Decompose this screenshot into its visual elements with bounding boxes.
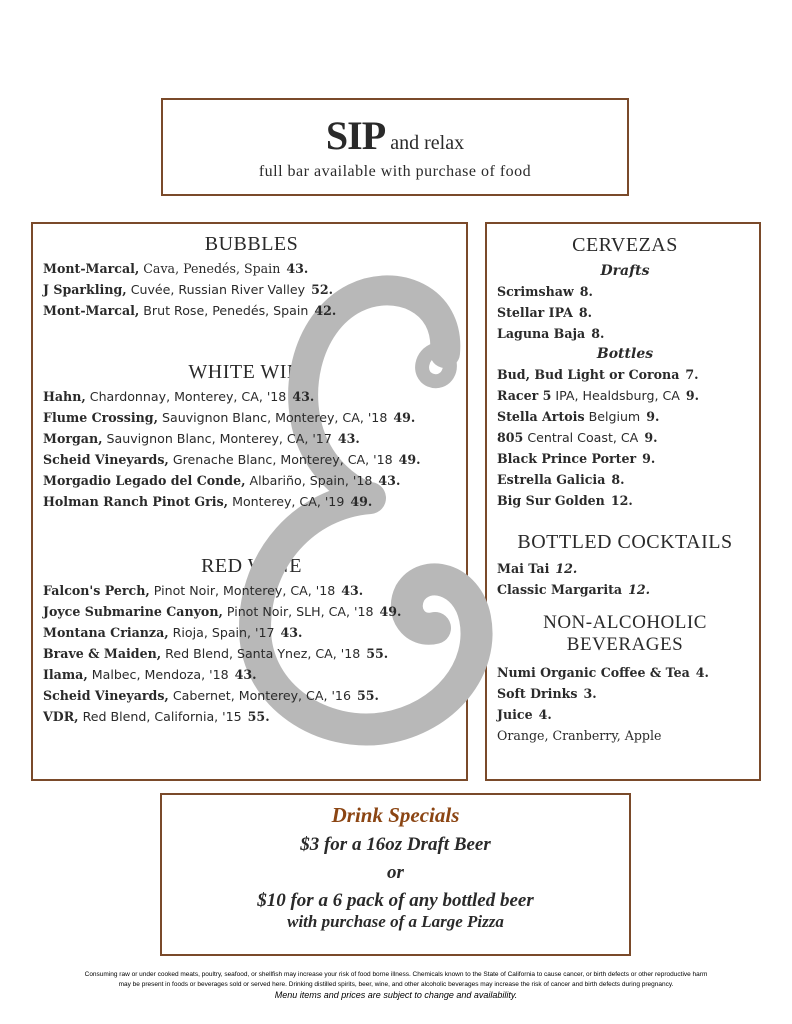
list-item: 805 Central Coast, CA 9. [497, 430, 658, 445]
list-item: Joyce Submarine Canyon, Pinot Noir, SLH, CA, '18 49. [43, 604, 402, 619]
list-item: Morgan, Sauvignon Blanc, Monterey, CA, '17 43. [43, 431, 360, 446]
list-item: Scheid Vineyards, Cabernet, Monterey, CA, '16 55. [43, 688, 379, 703]
list-item: Mont-Marcal, Cava, Penedés, Spain 43. [43, 261, 309, 276]
list-item: Brave & Maiden, Red Blend, Santa Ynez, CA, '18 55. [43, 646, 389, 661]
list-item: Black Prince Porter 9. [497, 451, 656, 466]
red-wine-title: RED WINE [201, 555, 302, 577]
and-relax-title: and relax [390, 132, 465, 154]
list-item: VDR, Red Blend, California, '15 55. [43, 709, 270, 724]
wine-list-box [31, 222, 468, 781]
specials-line-2: $10 for a 6 pack of any bottled beer [257, 890, 534, 911]
drink-specials-box [160, 793, 631, 956]
list-item: Falcon's Perch, Pinot Noir, Monterey, CA, '18 43. [43, 583, 364, 598]
list-item: Stellar IPA 8. [497, 305, 593, 320]
white-wine-list [43, 386, 460, 512]
list-item: Montana Crianza, Rioja, Spain, '17 43. [43, 625, 303, 640]
non-alcoholic-title: NON-ALCOHOLIC BEVERAGES [543, 612, 707, 655]
list-item: Ilama, Malbec, Mendoza, '18 43. [43, 667, 257, 682]
drafts-label: Drafts [600, 263, 650, 279]
list-item: Numi Organic Coffee & Tea 4. [497, 665, 709, 680]
list-item: Hahn, Chardonnay, Monterey, CA, '18 43. [43, 389, 315, 404]
list-item: Bud, Bud Light or Corona 7. [497, 367, 699, 382]
list-item: Holman Ranch Pinot Gris, Monterey, CA, '19 49. [43, 494, 373, 509]
beer-list-box [485, 222, 761, 781]
cervezas-title: CERVEZAS [572, 234, 678, 256]
list-item: Flume Crossing, Sauvignon Blanc, Monterey, CA, '18 49. [43, 410, 416, 425]
bubbles-list [43, 258, 460, 321]
drafts-list [497, 281, 753, 344]
list-item: Estrella Galicia 8. [497, 472, 625, 487]
sip-title: SIP [325, 113, 386, 158]
disclaimer-text-1: Consuming raw or under cooked meats, poultry, seafood, or shellfish may increase your risk of food borne illness. Chemicals known to the State of California to cause cancer, or birth defects or other reproductive harm [84, 971, 708, 978]
list-item: Mont-Marcal, Brut Rose, Penedés, Spain 42. [43, 303, 337, 318]
header-box [161, 98, 629, 196]
list-item: Classic Margarita 12. [497, 582, 651, 597]
list-item: Stella Artois Belgium 9. [497, 409, 660, 424]
bottles-label: Bottles [596, 346, 654, 362]
cocktails-list [497, 558, 753, 600]
bubbles-title: BUBBLES [204, 233, 299, 255]
list-item: Racer 5 IPA, Healdsburg, CA 9. [497, 388, 700, 403]
juice-options: Orange, Cranberry, Apple [497, 728, 662, 743]
list-item: Scheid Vineyards, Grenache Blanc, Monterey, CA, '18 49. [43, 452, 421, 467]
list-item: Soft Drinks 3. [497, 686, 597, 701]
list-item: Juice 4. [497, 707, 552, 722]
page-title [163, 112, 627, 159]
disclaimer-note: Menu items and prices are subject to change and availability. [274, 990, 518, 1000]
white-wine-title: WHITE WINE [188, 361, 315, 383]
list-item: Laguna Baja 8. [497, 326, 605, 341]
list-item: Scrimshaw 8. [497, 284, 593, 299]
list-item: Mai Tai 12. [497, 561, 578, 576]
bottles-list [497, 364, 753, 511]
list-item: Morgadio Legado del Conde, Albariño, Spain, '18 43. [43, 473, 401, 488]
specials-line-1: $3 for a 16oz Draft Beer [300, 834, 491, 855]
specials-line-3: with purchase of a Large Pizza [287, 912, 504, 931]
non-alcoholic-list [497, 662, 753, 746]
cocktails-title: BOTTLED COCKTAILS [517, 531, 733, 553]
header-subtitle: full bar available with purchase of food [258, 163, 532, 180]
list-item: J Sparkling, Cuvée, Russian River Valley 52. [43, 282, 334, 297]
specials-title: Drink Specials [331, 803, 460, 827]
list-item: Big Sur Golden 12. [497, 493, 633, 508]
disclaimer-text-2: may be present in foods or beverages sold or served here. Drinking distilled spirits, beer, wine, and other alcoholic beverages may increase the risk of cancer and birth defects during pregnancy. [118, 981, 674, 988]
specials-or: or [387, 862, 404, 883]
red-wine-list [43, 580, 460, 727]
disclaimer [20, 970, 772, 1000]
